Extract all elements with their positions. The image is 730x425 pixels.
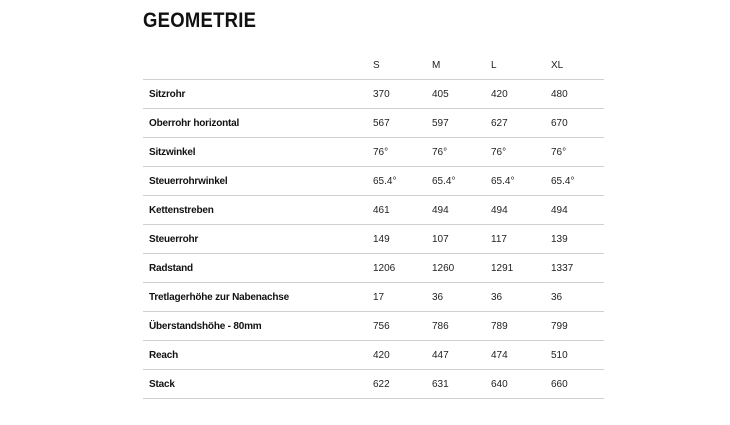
header-cell-label	[143, 51, 373, 80]
cell-value: 17	[373, 283, 432, 312]
table-row	[143, 254, 604, 283]
row-label: Steuerrohr	[143, 225, 373, 254]
cell-value: 107	[432, 225, 491, 254]
cell-value: 76°	[551, 138, 604, 167]
cell-value: 799	[551, 312, 604, 341]
cell-value: 36	[432, 283, 491, 312]
cell-value: 420	[491, 80, 551, 109]
cell-value: 786	[432, 312, 491, 341]
table-row	[143, 370, 604, 399]
row-label: Sitzrohr	[143, 80, 373, 109]
cell-value: 660	[551, 370, 604, 399]
cell-value: 510	[551, 341, 604, 370]
cell-value: 627	[491, 109, 551, 138]
cell-value: 1206	[373, 254, 432, 283]
cell-value: 76°	[432, 138, 491, 167]
cell-value: 1291	[491, 254, 551, 283]
cell-value: 789	[491, 312, 551, 341]
cell-value: 149	[373, 225, 432, 254]
cell-value: 117	[491, 225, 551, 254]
table-row	[143, 167, 604, 196]
cell-value: 461	[373, 196, 432, 225]
row-label: Oberrohr horizontal	[143, 109, 373, 138]
cell-value: 567	[373, 109, 432, 138]
table-row	[143, 312, 604, 341]
cell-value: 1337	[551, 254, 604, 283]
geometry-table	[143, 51, 604, 399]
row-label: Reach	[143, 341, 373, 370]
cell-value: 65.4°	[432, 167, 491, 196]
cell-value: 597	[432, 109, 491, 138]
cell-value: 447	[432, 341, 491, 370]
cell-value: 494	[491, 196, 551, 225]
row-label: Steuerrohrwinkel	[143, 167, 373, 196]
table-row	[143, 138, 604, 167]
cell-value: 631	[432, 370, 491, 399]
table-row	[143, 109, 604, 138]
row-label: Kettenstreben	[143, 196, 373, 225]
page-title: GEOMETRIE	[143, 9, 257, 32]
row-label: Überstandshöhe - 80mm	[143, 312, 373, 341]
header-cell-size-xl: XL	[551, 51, 604, 80]
cell-value: 1260	[432, 254, 491, 283]
row-label: Tretlagerhöhe zur Nabenachse	[143, 283, 373, 312]
cell-value: 474	[491, 341, 551, 370]
row-label: Radstand	[143, 254, 373, 283]
cell-value: 405	[432, 80, 491, 109]
cell-value: 640	[491, 370, 551, 399]
cell-value: 36	[551, 283, 604, 312]
cell-value: 420	[373, 341, 432, 370]
table-row	[143, 341, 604, 370]
cell-value: 494	[432, 196, 491, 225]
table-row	[143, 283, 604, 312]
cell-value: 370	[373, 80, 432, 109]
cell-value: 622	[373, 370, 432, 399]
cell-value: 65.4°	[373, 167, 432, 196]
row-label: Stack	[143, 370, 373, 399]
table-row	[143, 225, 604, 254]
cell-value: 480	[551, 80, 604, 109]
cell-value: 65.4°	[491, 167, 551, 196]
table-header-row	[143, 51, 604, 80]
cell-value: 76°	[373, 138, 432, 167]
cell-value: 65.4°	[551, 167, 604, 196]
row-label: Sitzwinkel	[143, 138, 373, 167]
header-cell-size-s: S	[373, 51, 432, 80]
cell-value: 76°	[491, 138, 551, 167]
cell-value: 494	[551, 196, 604, 225]
cell-value: 670	[551, 109, 604, 138]
cell-value: 36	[491, 283, 551, 312]
table-row	[143, 80, 604, 109]
header-cell-size-l: L	[491, 51, 551, 80]
cell-value: 139	[551, 225, 604, 254]
header-cell-size-m: M	[432, 51, 491, 80]
table-row	[143, 196, 604, 225]
cell-value: 756	[373, 312, 432, 341]
